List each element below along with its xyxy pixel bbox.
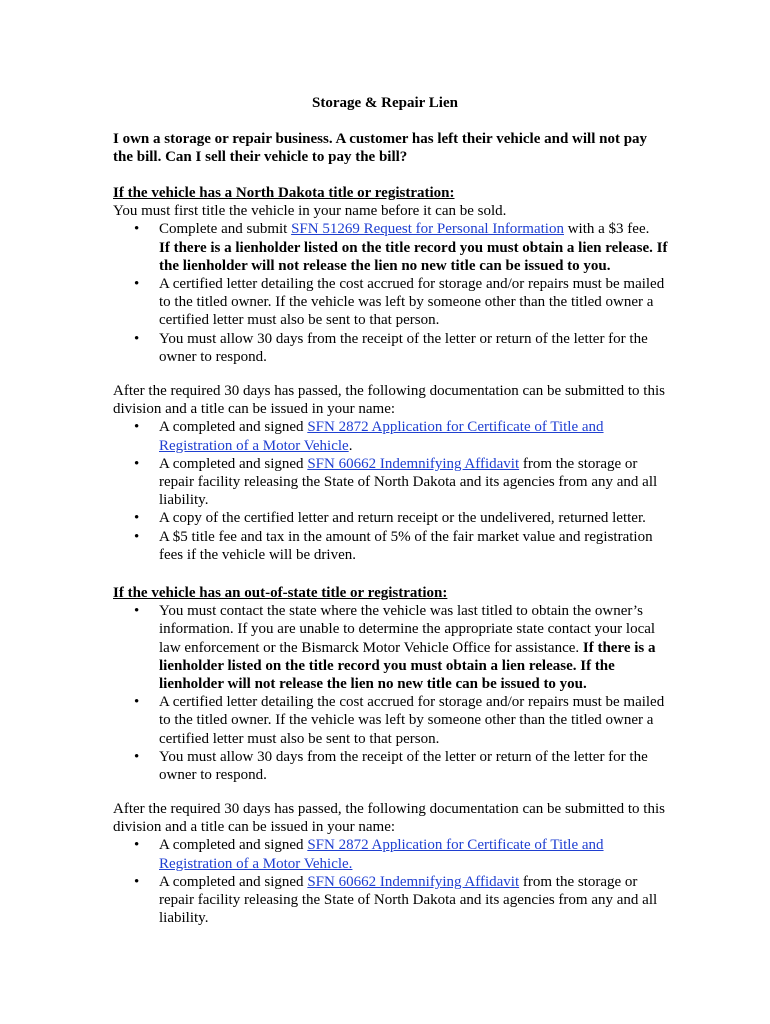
item-text: A certified letter detailing the cost accrued for storage and/or repairs must be mailed to the titled owner. If the vehicle was left by someone other than the titled owner a certified letter must also be sent to that person. <box>159 276 665 329</box>
item-text: from the storage or repair facility releasing the State of North Dakota and its agencies from any and all liability. <box>159 455 658 509</box>
nd-section-heading: If the vehicle has a North Dakota title or registration: <box>113 185 455 201</box>
item-text: with a $3 fee. <box>563 221 650 238</box>
list-item <box>113 602 673 693</box>
oos-section-list <box>113 602 673 784</box>
lien-warning-text: If there is a lienholder listed on the title record you must obtain a lien release. If the lienholder will not release the lien no new title can be issued to you. <box>159 239 668 274</box>
nd-section <box>113 184 673 366</box>
list-item <box>113 275 673 330</box>
lien-warning-text: If there is a lienholder listed on the title record you must obtain a lien release. If the lienholder will not release the lien no new title can be issued to you. <box>159 639 656 693</box>
list-item <box>113 873 673 928</box>
sfn-60662-link[interactable]: SFN 60662 Indemnifying Affidavit <box>307 873 520 890</box>
list-item <box>113 748 673 784</box>
sfn-2872-link[interactable]: SFN 2872 Application for Certificate of Title and Registration of a Motor Vehicle. <box>159 837 604 872</box>
after-intro: After the required 30 days has passed, the following documentation can be submitted to this division and a title can be issued in your name: <box>113 383 665 418</box>
item-text: A $5 title fee and tax in the amount of 5% of the fair market value and registration fees if the vehicle will be driven. <box>159 528 653 563</box>
list-item <box>113 418 673 454</box>
bullet-icon: • <box>134 873 140 890</box>
after-intro: After the required 30 days has passed, the following documentation can be submitted to this division and a title can be issued in your name: <box>113 801 665 836</box>
item-text: A completed and signed <box>159 837 308 854</box>
bullet-icon: • <box>134 455 140 472</box>
after-list <box>113 418 673 564</box>
nd-section-list <box>113 220 673 366</box>
after-30-days-section-2 <box>113 800 673 927</box>
bullet-icon: • <box>134 603 140 620</box>
list-item <box>113 528 673 564</box>
item-text: from the storage or repair facility releasing the State of North Dakota and its agencies from any and all liability. <box>159 873 658 927</box>
item-text: A completed and signed <box>159 873 308 890</box>
bullet-icon: • <box>134 837 140 854</box>
bullet-icon: • <box>134 330 140 347</box>
bullet-icon: • <box>134 221 140 238</box>
sfn-2872-link[interactable]: SFN 2872 Application for Certificate of Title and Registration of a Motor Vehicle <box>159 419 604 454</box>
list-item <box>113 455 673 510</box>
after-30-days-section <box>113 382 673 564</box>
bullet-icon: • <box>134 694 140 711</box>
bullet-icon: • <box>134 419 140 436</box>
page-title: Storage & Repair Lien <box>312 95 458 111</box>
bullet-icon: • <box>134 510 140 527</box>
bullet-icon: • <box>134 748 140 765</box>
item-text: You must allow 30 days from the receipt of the letter or return of the letter for the owner to respond. <box>159 748 648 784</box>
list-item <box>113 220 673 275</box>
item-text: You must allow 30 days from the receipt of the letter or return of the letter for the owner to respond. <box>159 330 648 365</box>
item-text: A certified letter detailing the cost accrued for storage and/or repairs must be mailed to the titled owner. If the vehicle was left by someone other than the titled owner a certified letter must also be sent to that person. <box>159 694 665 747</box>
item-text: Complete and submit <box>159 221 292 238</box>
sfn-60662-link[interactable]: SFN 60662 Indemnifying Affidavit <box>307 455 520 472</box>
list-item <box>113 693 673 748</box>
list-item <box>113 836 673 872</box>
list-item <box>113 509 673 527</box>
oos-section <box>113 584 673 784</box>
list-item <box>113 330 673 366</box>
item-text: A completed and signed <box>159 419 308 436</box>
item-text: A copy of the certified letter and return receipt or the undelivered, returned letter. <box>159 510 646 527</box>
item-text: A completed and signed <box>159 455 308 472</box>
nd-section-intro: You must first title the vehicle in your name before it can be sold. <box>113 203 507 220</box>
bullet-icon: • <box>134 528 140 545</box>
item-text: . <box>348 437 353 454</box>
sfn-51269-link[interactable]: SFN 51269 Request for Personal Information <box>291 221 564 238</box>
after-list <box>113 836 673 927</box>
item-text: You must contact the state where the vehicle was last titled to obtain the owner’s information. If you are unable to determine the appropriate state contact your local law enforcement or the Bismarck Motor Vehicle Office for assistance. <box>159 603 656 656</box>
bullet-icon: • <box>134 276 140 293</box>
oos-section-heading: If the vehicle has an out-of-state title or registration: <box>113 585 448 601</box>
question-text: I own a storage or repair business. A customer has left their vehicle and will not pay the bill. Can I sell their vehicle to pay the bill? <box>113 131 648 166</box>
